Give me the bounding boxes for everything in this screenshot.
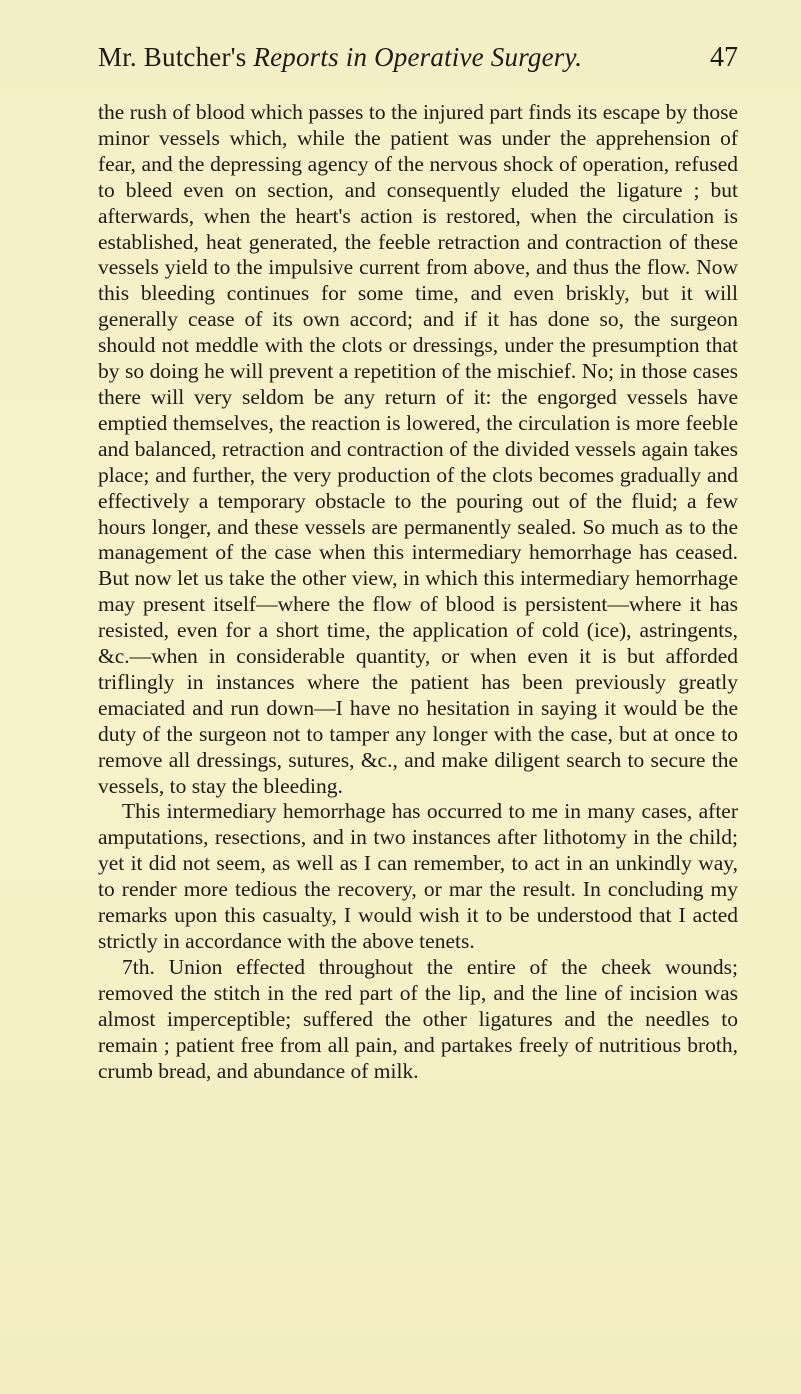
- body-text: [98, 100, 738, 1084]
- running-head-title: Reports in Operative Surgery.: [253, 42, 583, 72]
- running-head: [98, 42, 582, 73]
- paragraph-1: the rush of blood which passes to the injured part finds its escape by those minor vessels which, while the patient was under the apprehension of fear, and the depressing agency of the nervous shock of operation, refused to bleed even on section, and consequently eluded the ligature ; but afterwards, when the heart's action is restored, when the circulation is established, heat generated, the feeble retraction and contraction of these vessels yield to the impulsive current from above, and thus the flow. Now this bleeding continues for some time, and even briskly, but it will generally cease of its own accord; and if it has done so, the surgeon should not meddle with the clots or dressings, under the presumption that by so doing he will prevent a repetition of the mischief. No; in those cases there will very seldom be any return of it: the engorged vessels have emptied themselves, the reaction is lowered, the circulation is more feeble and balanced, retraction and contraction of the divided vessels again takes place; and further, the very production of the clots becomes gradually and effectively a temporary obstacle to the pouring out of the fluid; a few hours longer, and these vessels are permanently sealed. So much as to the management of the case when this intermediary hemorrhage has ceased. But now let us take the other view, in which this intermediary hemorrhage may present itself—where the flow of blood is persistent—where it has resisted, even for a short time, the application of cold (ice), astringents, &c.—when in considerable quantity, or when even it is but afforded triflingly in instances where the patient has been previously greatly emaciated and run down—I have no hesitation in saying it would be the duty of the surgeon not to tamper any longer with the case, but at once to remove all dressings, sutures, &c., and make diligent search to secure the vessels, to stay the bleeding.: [98, 100, 738, 798]
- page-number: 47: [710, 42, 738, 73]
- paragraph-3: 7th. Union effected throughout the entire of the cheek wounds; removed the stitch in the red part of the lip, and the line of incision was almost imperceptible; suffered the other ligatures and the needles to remain ; patient free from all pain, and partakes freely of nutritious broth, crumb bread, and abundance of milk.: [98, 954, 738, 1083]
- page-header: [98, 42, 738, 82]
- running-head-author: Mr. Butcher's: [98, 42, 254, 72]
- paragraph-2: This intermediary hemorrhage has occurred to me in many cases, after amputations, resections, and in two instances after lithotomy in the child; yet it did not seem, as well as I can remember, to act in an unkindly way, to render more tedious the recovery, or mar the result. In concluding my remarks upon this casualty, I would wish it to be understood that I acted strictly in accordance with the above tenets.: [98, 799, 738, 953]
